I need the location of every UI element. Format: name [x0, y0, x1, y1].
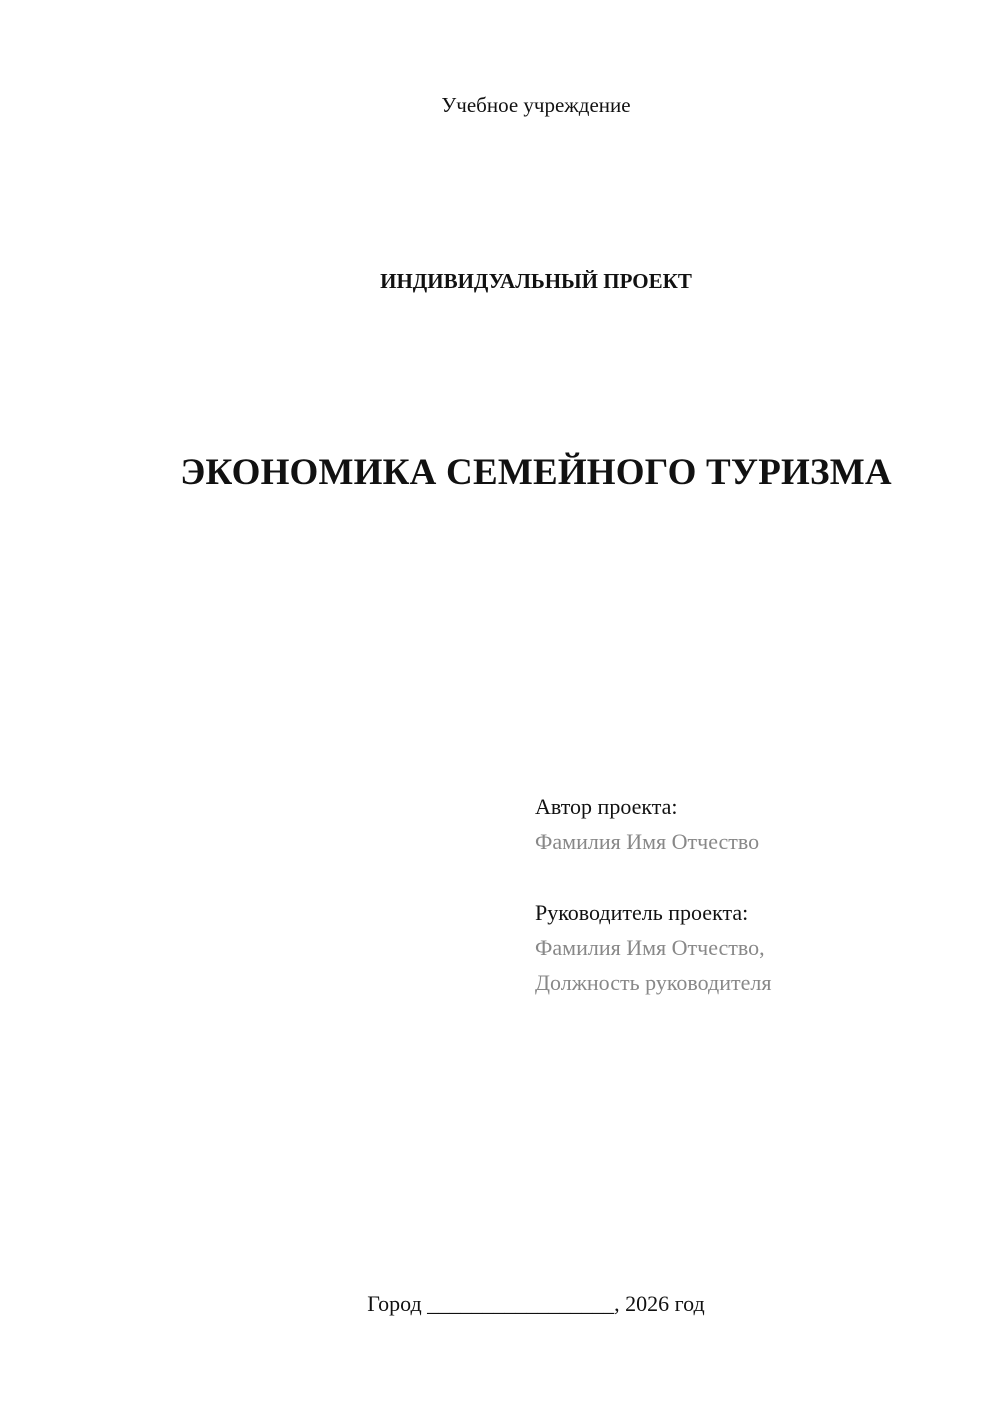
project-title: ЭКОНОМИКА СЕМЕЙНОГО ТУРИЗМА — [180, 452, 892, 493]
supervisor-name: Фамилия Имя Отчество, — [535, 935, 765, 960]
city-year-line: Город _________________, 2026 год — [367, 1291, 705, 1316]
institution-name: Учебное учреждение — [441, 93, 631, 117]
supervisor-label: Руководитель проекта: — [535, 900, 749, 925]
author-name: Фамилия Имя Отчество — [535, 829, 760, 854]
supervisor-position: Должность руководителя — [535, 970, 772, 995]
document-type: ИНДИВИДУАЛЬНЫЙ ПРОЕКТ — [380, 269, 692, 293]
author-label: Автор проекта: — [535, 794, 678, 819]
credits-block — [535, 789, 975, 1000]
credits-spacer — [535, 859, 975, 895]
